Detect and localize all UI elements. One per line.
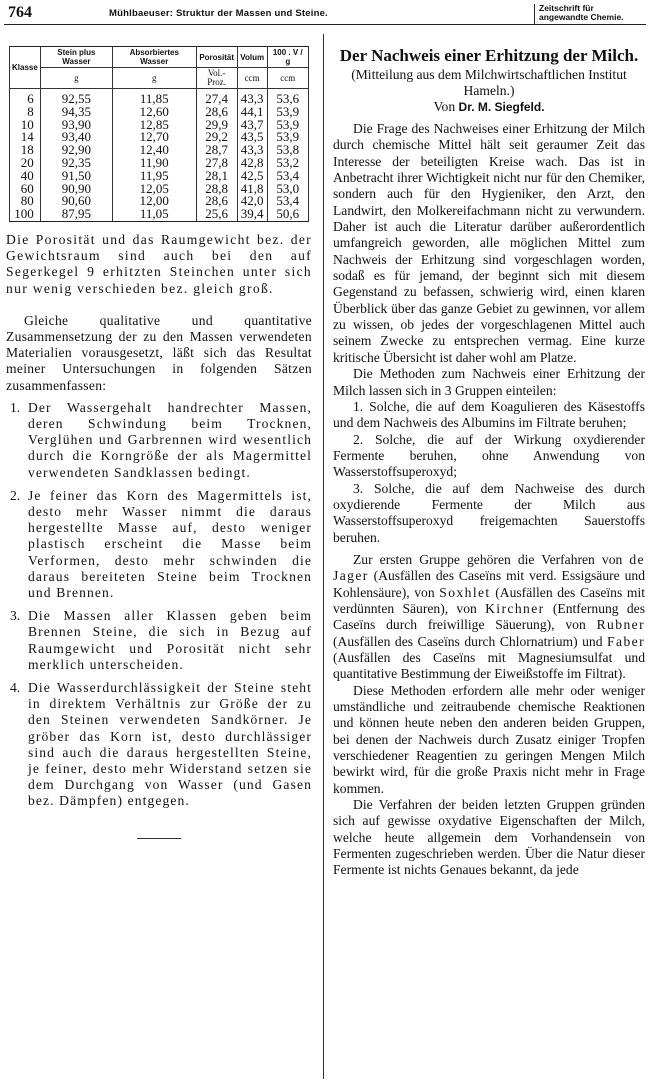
paragraph-porositaet: Die Porosität und das Raumgewicht bez. der Gewichtsraum sind auch bei den auf Segerkegel 9 erhitzten Steinchen unter sich nur wenig verschieden bez. gleich groß. [6, 231, 312, 296]
col-header-porositaet: Porosität [196, 47, 237, 68]
name-kirchner: Kirchner [485, 600, 545, 616]
table-cell: 11,05 [112, 208, 196, 221]
table-cell: 93,90 [40, 119, 112, 132]
paragraph-methods: Die Methoden zum Nachweis einer Erhitzung der Milch lassen sich in 3 Gruppen einteilen: [333, 366, 645, 398]
paragraph-first-group: Zur ersten Gruppe gehören die Verfahren von de Jager (Ausfällen des Caseïns mit verd. Essigsäure und Kohlensäure), von Soxhlet (Ausfällen des Caseïns mit verdünnten Säuren), von Kirchner (Entfernung des Caseïns durch freiwillige Säuerung), von Rubner (Ausfällen des Caseïns durch Chlornatrium) und Faber (Ausfällen des Caseïns mit Magnesiumsulfat und quantitative Bestimmung der Eiweißstoffe im Filtrat). [333, 551, 645, 682]
list-text: Der Wassergehalt handrechter Massen, deren Schwindung beim Trocknen, Verglühen und Garbrennen wird wesentlich durch die Korngröße der als Magermittel verwendeten Sandklassen bedingt. [28, 399, 312, 480]
list-number: 3. [10, 608, 21, 624]
paragraph-intro-summary: Gleiche qualitative und quantitative Zusammensetzung der zu den Massen verwendeten Materialien vorausgesetzt, läßt sich das Resultat meiner Untersuchungen in folgenden Sätzen zusammenfassen: [6, 312, 312, 393]
table-cell: 53,6 [267, 89, 308, 106]
table-cell: 28,1 [196, 170, 237, 183]
table-cell: 29,9 [196, 119, 237, 132]
name-de-jager: de Jager [333, 551, 645, 584]
table-cell: 40 [10, 170, 41, 183]
table-cell: 11,90 [112, 157, 196, 170]
name-faber: Faber [607, 633, 645, 649]
col-header-volum: Volum [237, 47, 267, 68]
unit-stein: g [40, 68, 112, 89]
table-cell: 11,95 [112, 170, 196, 183]
table-cell: 90,60 [40, 195, 112, 208]
table-cell: 29,2 [196, 131, 237, 144]
table-cell: 12,60 [112, 106, 196, 119]
right-column [333, 46, 645, 879]
left-column [6, 46, 312, 839]
list-number: 4. [10, 680, 21, 696]
table-cell: 43,7 [237, 119, 267, 132]
table-cell: 42,5 [237, 170, 267, 183]
table-cell: 12,40 [112, 144, 196, 157]
header-rule [4, 24, 646, 25]
summary-list [6, 400, 312, 810]
list-number: 1. [10, 399, 21, 415]
col-header-stein: Stein plus Wasser [40, 47, 112, 68]
list-item [6, 680, 312, 810]
table-cell: 93,40 [40, 131, 112, 144]
journal-line-2: angewandte Chemie. [539, 12, 624, 22]
table-body [10, 89, 309, 222]
unit-absorbiert: g [112, 68, 196, 89]
col-header-absorbiert: Absorbiertes Wasser [112, 47, 196, 68]
table-cell: 90,90 [40, 183, 112, 196]
article-title: Der Nachweis einer Erhitzung der Milch. [339, 46, 639, 65]
table-cell: 53,4 [267, 170, 308, 183]
table-row [10, 208, 309, 221]
journal-name [534, 4, 628, 25]
list-text: Die Wasserdurchlässigkeit der Steine steht in direktem Verhältnis zur Größe der zu den Steinen verwendeten Sandkörner. Je gröber das Korn ist, desto durchlässiger sind auch die daraus hergestellten Steine, je feiner, desto mehr Widerstand setzen sie dem Durchgang von Wasser (und Gasen bez. Dämpfen) entgegen. [28, 680, 312, 809]
table-cell: 53,4 [267, 195, 308, 208]
table-cell: 92,90 [40, 144, 112, 157]
list-text: Je feiner das Korn des Magermittels ist, desto mehr Wasser nimmt die daraus hergestellte Masse auf, desto weniger plastisch erscheint die Masse beim Verformen, desto mehr schwinden die daraus bereiteten Steine beim Trocknen und Brennen. [28, 487, 312, 601]
table-cell: 53,9 [267, 106, 308, 119]
unit-volum: ccm [237, 68, 267, 89]
table-cell: 25,6 [196, 208, 237, 221]
running-title: Mühlbaeuser: Struktur der Massen und Steine. [109, 8, 328, 19]
table-cell: 92,55 [40, 89, 112, 106]
author-name: Dr. M. Siegfeld. [458, 100, 545, 114]
table-cell: 20 [10, 157, 41, 170]
group-2: 2. Solche, die auf der Wirkung oxydierender Fermente beruhen, ohne Anwendung von Wasserstoffsuperoxyd; [333, 431, 645, 480]
list-number: 2. [10, 487, 21, 503]
table-cell: 53,2 [267, 157, 308, 170]
table-cell: 53,9 [267, 131, 308, 144]
name-soxhlet: Soxhlet [439, 584, 491, 600]
table-cell: 100 [10, 208, 41, 221]
table-cell: 12,70 [112, 131, 196, 144]
table-cell: 28,6 [196, 106, 237, 119]
table-cell: 28,8 [196, 183, 237, 196]
table-cell: 14 [10, 131, 41, 144]
table-cell: 44,1 [237, 106, 267, 119]
author-prefix: Von [433, 99, 456, 114]
list-item [6, 400, 312, 481]
table-cell: 28,7 [196, 144, 237, 157]
table-cell: 43,3 [237, 89, 267, 106]
table-cell: 53,8 [267, 144, 308, 157]
end-rule [137, 838, 181, 839]
table-cell: 91,50 [40, 170, 112, 183]
table-header-row [10, 47, 309, 68]
table-cell: 39,4 [237, 208, 267, 221]
table-cell: 27,8 [196, 157, 237, 170]
list-item [6, 488, 312, 601]
list-text: Die Massen aller Klassen geben beim Brennen Steine, die sich in Bezug auf Raumgewicht und Porosität nicht sehr merklich unterscheiden. [28, 608, 312, 672]
article-subtitle: (Mitteilung aus dem Milchwirtschaftlichen Institut Hameln.) [351, 67, 627, 98]
table-cell: 12,85 [112, 119, 196, 132]
col-header-ratio: 100 . V / g [267, 47, 308, 68]
journal-line-1: Zeitschrift für [539, 3, 594, 13]
table-cell: 42,8 [237, 157, 267, 170]
table-cell: 53,9 [267, 119, 308, 132]
table-cell: 94,35 [40, 106, 112, 119]
list-item [6, 608, 312, 673]
table-cell: 27,4 [196, 89, 237, 106]
table-cell: 10 [10, 119, 41, 132]
table-cell: 12,00 [112, 195, 196, 208]
unit-ratio: ccm [267, 68, 308, 89]
group-1: 1. Solche, die auf dem Koagulieren des Käsestoffs und dem Nachweis des Albumins im Filtrate beruhen; [333, 398, 645, 431]
paragraph-intro: Die Frage des Nachweises einer Erhitzung der Milch durch chemische Mittel hält seit geraumer Zeit das Interesse der beteiligten Kreise wach. Das ist in Anbetracht ihrer Wichtigkeit nicht nur für den Chemiker, sondern auch für den Hygieniker, den Arzt, den Landwirt, den Molkereifachmann nicht zu verwundern. Daher ist auch die Literatur darüber außerordentlich umfangreich geworden, alle möglichen Mittel zum Nachweis der Erhitzung sind vorgeschlagen worden, sodaß es für jemand, der beginnt sich mit diesem Gegenstand zu befassen, schwierig wird, einen klaren Überblick über das ganze Gebiet zu gewinnen, vor allem zu wissen, ob jedes der vorgeschlagenen Mittel auch seinem Zwecke zu entsprechen vermag. Eine kurze kritische Übersicht ist daher wohl am Platze. [333, 121, 645, 365]
table-cell: 43,5 [237, 131, 267, 144]
table-cell: 12,05 [112, 183, 196, 196]
table-cell: 87,95 [40, 208, 112, 221]
column-divider [323, 34, 324, 1079]
col-header-klasse: Klasse [10, 47, 41, 89]
table-cell: 41,8 [237, 183, 267, 196]
paragraph-last-groups: Die Verfahren der beiden letzten Gruppen gründen sich auf gewisse oxydative Eigenschaften der Milch, welche heute allgemein dem Vorhandensein von Fermenten zugeschrieben werden. Über die Natur dieser Fermente ist nichts Genaues bekannt, da jede [333, 797, 645, 878]
data-table [9, 46, 309, 222]
article-author [333, 99, 645, 115]
name-rubner: Rubner [596, 617, 645, 633]
table-cell: 42,0 [237, 195, 267, 208]
table-cell: 80 [10, 195, 41, 208]
paragraph-methods-effort: Diese Methoden erfordern alle mehr oder weniger umständliche und zeitraubende chemische Reaktionen und können heute neben den anderen beiden Gruppen, bei denen der Nachweis durch Zusatz einiger Tropfen verschiedener Reagentien zu geringen Mengen Milch bewirkt wird, für die große Praxis nicht mehr in Frage kommen. [333, 682, 645, 796]
table-cell: 6 [10, 89, 41, 106]
table-cell: 8 [10, 106, 41, 119]
page-header [4, 4, 646, 26]
table-cell: 11,85 [112, 89, 196, 106]
table-unit-row [10, 68, 309, 89]
table-cell: 28,6 [196, 195, 237, 208]
table-cell: 92,35 [40, 157, 112, 170]
table-cell: 18 [10, 144, 41, 157]
table-cell: 60 [10, 183, 41, 196]
table-cell: 43,3 [237, 144, 267, 157]
table-cell: 50,6 [267, 208, 308, 221]
unit-porositaet: Vol.-Proz. [196, 68, 237, 89]
table-cell: 53,0 [267, 183, 308, 196]
group-3: 3. Solche, die auf dem Nachweise des durch oxydierende Fermente der Milch aus Wasserstoffsuperoxyd freigemachten Sauerstoffs beruhen. [333, 480, 645, 545]
page-number: 764 [8, 4, 32, 21]
